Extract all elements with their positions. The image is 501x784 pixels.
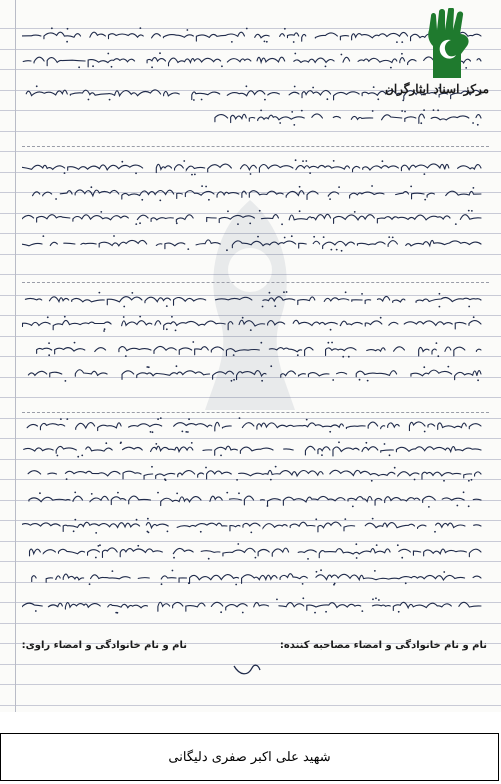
handwritten-line xyxy=(22,464,483,482)
hand-with-crescent-logo-icon xyxy=(419,8,475,80)
paragraph-separator xyxy=(22,282,489,283)
handwritten-line xyxy=(22,208,483,226)
handwritten-line xyxy=(22,340,483,358)
handwritten-line xyxy=(22,490,483,508)
handwritten-line xyxy=(22,516,483,534)
handwritten-line xyxy=(22,314,483,332)
handwritten-line xyxy=(22,290,483,308)
signature-scribble xyxy=(230,660,270,680)
handwritten-line xyxy=(22,184,483,202)
organization-logo xyxy=(385,8,489,118)
handwritten-line xyxy=(22,158,483,176)
paragraph-separator xyxy=(22,146,489,147)
logo-text: مرکز اسناد ایثارگران xyxy=(385,82,489,96)
narrator-signature-label: نام و نام خانوادگی و امضاء راوی: xyxy=(21,640,187,651)
handwritten-line xyxy=(22,364,483,382)
handwritten-line xyxy=(22,542,483,560)
signature-row xyxy=(12,636,487,660)
handwritten-line xyxy=(22,416,483,434)
paragraph-separator xyxy=(22,412,489,413)
handwritten-line xyxy=(22,596,483,614)
handwritten-line xyxy=(22,568,483,586)
handwritten-line xyxy=(22,440,483,458)
document-caption: شهید علی اکبر صفری دلیگانی xyxy=(0,733,499,781)
margin-line xyxy=(15,0,16,712)
handwritten-line xyxy=(22,234,483,252)
interviewer-signature-label: نام و نام خانوادگی و امضاء مصاحبه کننده: xyxy=(279,640,487,651)
